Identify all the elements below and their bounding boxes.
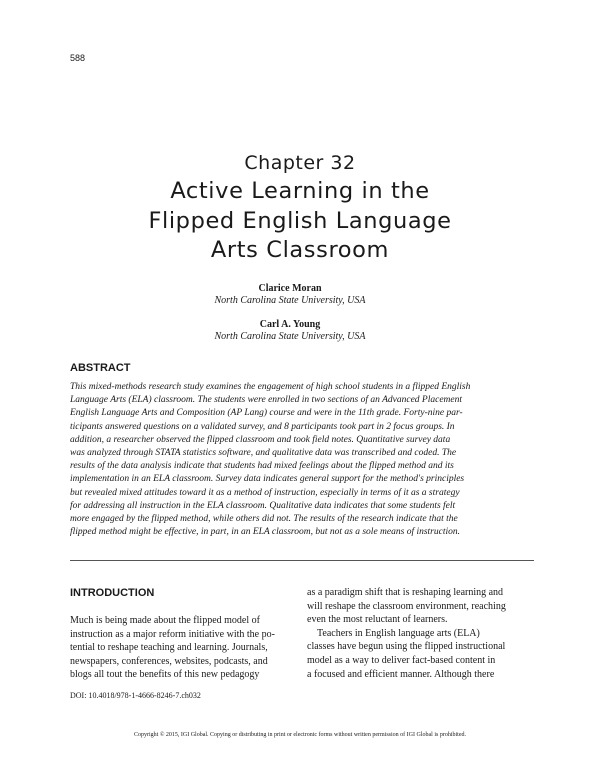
body-line: as a paradigm shift that is reshaping learning and [307, 587, 504, 598]
chapter-title-line: Active Learning in the [170, 178, 430, 204]
abstract-line: for addressing all instruction in the ELA classroom. Qualitative data indicates that some students felt [70, 500, 456, 511]
abstract-line: more engaged by the flipped method, while others did not. The results of the research indicate that the [70, 514, 458, 525]
body-line: classes have begun using the flipped instructional [307, 641, 506, 653]
abstract-body [70, 381, 534, 539]
abstract-line: was analyzed through STATA statistics software, and qualitative data was transcribed and coded. The [70, 448, 457, 459]
introduction-left-column [70, 614, 295, 682]
abstract-line: results of the data analysis indicate that students had mixed feelings about the flipped method and its [70, 461, 454, 472]
chapter-label: Chapter 32 [244, 152, 356, 174]
body-line: tential to reshape teaching and learning. Journals, [70, 642, 268, 654]
chapter-title [80, 177, 520, 266]
copyright-notice: Copyright © 2015, IGI Global. Copying or distributing in print or electronic forms without written permission of IGI Global is prohibited. [133, 732, 466, 738]
body-line: instruction as a major reform initiative with the po- [70, 628, 275, 640]
abstract-line: addition, a researcher observed the flipped classroom and took field notes. Quantitative survey data [70, 434, 451, 445]
abstract-heading: ABSTRACT [70, 362, 131, 374]
body-line: Much is being made about the flipped model of [70, 615, 260, 626]
introduction-heading: INTRODUCTION [70, 587, 155, 599]
body-line: model as a way to deliver fact-based content in [307, 654, 496, 666]
abstract-line: flipped method might be effective, in part, in an ELA classroom, but not as a sole means of instruction. [70, 527, 460, 538]
body-line: blogs all tout the benefits of this new pedagogy [70, 669, 260, 681]
page-number: 588 [70, 53, 86, 63]
abstract-line: but revealed mixed attitudes toward it as a method of instruction, especially in terms of it as a strategy [70, 487, 460, 498]
author-affiliation: North Carolina State University, USA [214, 331, 366, 342]
author-affiliation: North Carolina State University, USA [214, 295, 366, 306]
body-line: Teachers in English language arts (ELA) [317, 627, 480, 639]
body-line: newspapers, conferences, websites, podcasts, and [70, 655, 268, 667]
abstract-line: Language Arts (ELA) classroom. The students were enrolled in two sections of an Advanced Placement [70, 395, 463, 406]
abstract-line: ticipants answered questions on a validated survey, and 8 participants took part in 2 focus groups. In [70, 421, 455, 432]
section-divider [70, 560, 534, 561]
chapter-title-line: Flipped English Language [148, 207, 452, 234]
author-name: Clarice Moran [258, 283, 322, 294]
body-line: will reshape the classroom environment, reaching [307, 600, 506, 612]
introduction-right-column [307, 586, 534, 681]
body-line: even the most reluctant of learners. [307, 614, 448, 626]
doi: DOI: 10.4018/978-1-4666-8246-7.ch032 [70, 691, 201, 700]
abstract-line: English Language Arts and Composition (AP Lang) course and were in the 11th grade. Forty-nine par- [70, 408, 463, 419]
abstract-line: implementation in an ELA classroom. Survey data indicates general support for the method's principles [70, 474, 465, 485]
author-name: Carl A. Young [259, 319, 321, 330]
abstract-line: This mixed-methods research study examines the engagement of high school students in a flipped English [70, 382, 471, 392]
body-line: a focused and efficient manner. Although there [307, 668, 495, 680]
chapter-title-line: Arts Classroom [210, 237, 390, 263]
